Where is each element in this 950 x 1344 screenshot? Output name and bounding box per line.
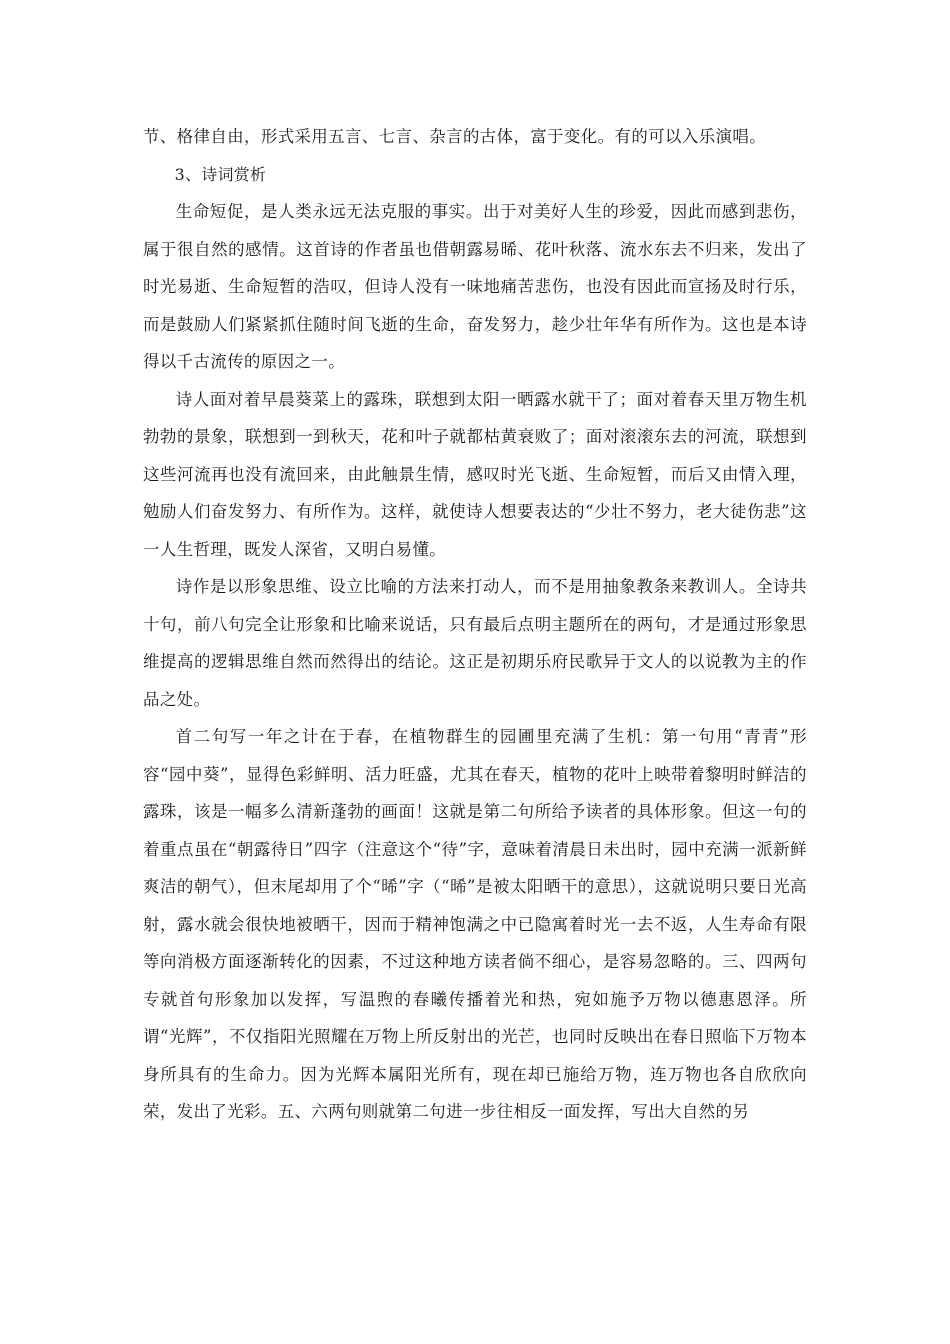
paragraph: 诗人面对着早晨葵菜上的露珠，联想到太阳一晒露水就干了；面对着春天里万物生机勃勃的景象，联想到一到秋天，花和叶子就都枯黄衰败了；面对滚滚东去的河流，联想到这些河流再也没有流回来，由此触景生情，感叹时光飞逝、生命短暂，而后又由情入理，勉励人们奋发努力、有所作为。这样，就使诗人想要表达的“少壮不努力，老大徒伤悲”这一人生哲理，既发人深省，又明白易懂。 [143, 389, 807, 559]
paragraph-continuation: 节、格律自由，形式采用五言、七言、杂言的古体，富于变化。有的可以入乐演唱。 [143, 127, 767, 146]
section-heading: 3、诗词赏析 [174, 164, 267, 184]
document-body [143, 118, 807, 1131]
paragraph: 首二句写一年之计在于春，在植物群生的园圃里充满了生机：第一句用“青青”形容“园中葵”，显得色彩鲜明、活力旺盛，尤其在春天，植物的花叶上映带着黎明时鲜洁的露珠，该是一幅多么清新蓬勃的画面！这就是第二句所给予读者的具体形象。但这一句的着重点虽在“朝露待日”四字（注意这个“待”字，意味着清晨日未出时，园中充满一派新鲜爽洁的朝气），但末尾却用了个“晞”字（“晞”是被太阳晒干的意思），这就说明只要日光高射，露水就会很快地被晒干，因而于精神饱满之中已隐寓着时光一去不返，人生寿命有限等向消极方面逐渐转化的因素，不过这种地方读者倘不细心，是容易忽略的。三、四两句专就首句形象加以发挥，写温煦的春曦传播着光和热，宛如施予万物以德惠恩泽。所谓“光辉”，不仅指阳光照耀在万物上所反射出的光芒，也同时反映出在春日照临下万物本身所具有的生命力。因为光辉本属阳光所有，现在却已施给万物，连万物也各自欣欣向荣，发出了光彩。五、六两句则就第二句进一步往相反一面发挥，写出大自然的另 [143, 727, 807, 1121]
paragraph: 生命短促，是人类永远无法克服的事实。出于对美好人生的珍爱，因此而感到悲伤，属于很自然的感情。这首诗的作者虽也借朝露易晞、花叶秋落、流水东去不归来，发出了时光易逝、生命短暂的浩叹，但诗人没有一味地痛苦悲伤，也没有因此而宣扬及时行乐，而是鼓励人们紧紧抓住随时间飞逝的生命，奋发努力，趁少壮年华有所作为。这也是本诗得以千古流传的原因之一。 [143, 202, 807, 371]
paragraph: 诗作是以形象思维、设立比喻的方法来打动人，而不是用抽象教条来教训人。全诗共十句，前八句完全让形象和比喻来说话，只有最后点明主题所在的两句，才是通过形象思维提高的逻辑思维自然而然得出的结论。这正是初期乐府民歌异于文人的以说教为主的作品之处。 [143, 577, 807, 709]
